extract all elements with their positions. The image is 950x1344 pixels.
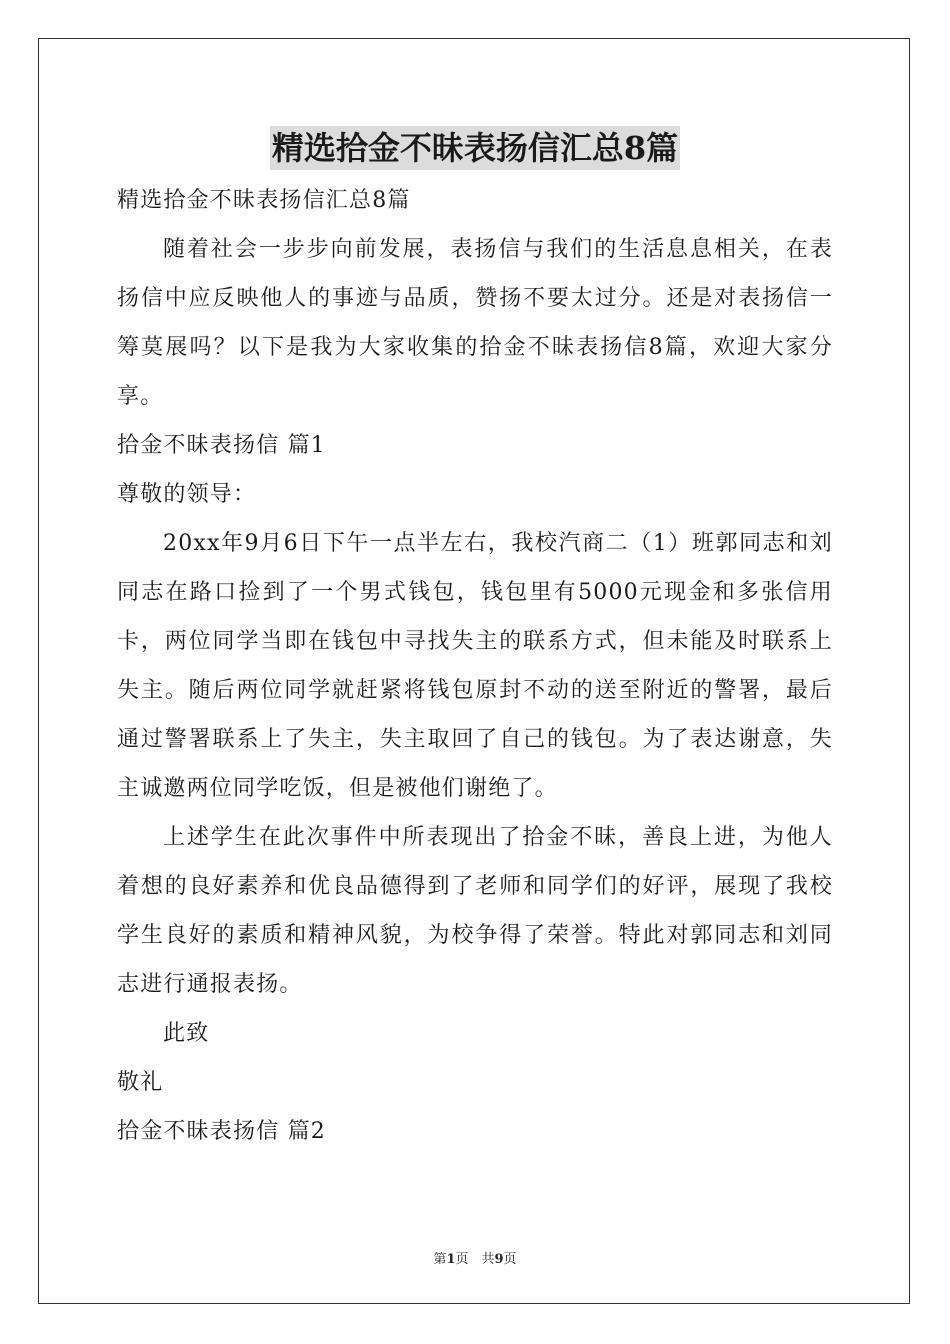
salutation: 尊敬的领导：	[117, 482, 257, 507]
footer-page-total: 9	[494, 1252, 504, 1267]
intro-paragraph: 随着社会一步步向前发展，表扬信与我们的生活息息相关，在表扬信中应反映他人的事迹与品质，赞扬不要太过分。还是对表扬信一筹莫展吗？以下是我为大家收集的拾金不昧表扬信8篇，欢迎大家分享。	[117, 237, 833, 409]
closing-regards: 敬礼	[117, 1070, 164, 1095]
footer-page-mid: 页 共	[455, 1252, 495, 1267]
footer-page-suffix: 页	[503, 1252, 517, 1267]
document-body	[117, 176, 833, 1156]
section-heading-1: 拾金不昧表扬信 篇1	[117, 433, 326, 458]
body-paragraph-1: 20xx年9月6日下午一点半左右，我校汽商二（1）班郭同志和刘同志在路口捡到了一个男式钱包，钱包里有5000元现金和多张信用卡，两位同学当即在钱包中寻找失主的联系方式，但未能及时联系上失主。随后两位同学就赶紧将钱包原封不动的送至附近的警署，最后通过警署联系上了失主，失主取回了自己的钱包。为了表达谢意，失主诚邀两位同学吃饭，但是被他们谢绝了。	[117, 531, 833, 801]
page-footer	[0, 1248, 950, 1267]
closing-salutation: 此致	[163, 1021, 210, 1046]
document-subtitle: 精选拾金不昧表扬信汇总8篇	[117, 188, 411, 213]
footer-page-current: 1	[446, 1252, 456, 1267]
title-area	[0, 126, 950, 170]
body-paragraph-2: 上述学生在此次事件中所表现出了拾金不昧，善良上进，为他人着想的良好素养和优良品德得到了老师和同学们的好评，展现了我校学生良好的素质和精神风貌，为校争得了荣誉。特此对郭同志和刘同志进行通报表扬。	[117, 825, 833, 997]
footer-page-prefix: 第	[433, 1252, 447, 1267]
document-title: 精选拾金不昧表扬信汇总8篇	[270, 126, 680, 170]
section-heading-2: 拾金不昧表扬信 篇2	[117, 1119, 326, 1144]
